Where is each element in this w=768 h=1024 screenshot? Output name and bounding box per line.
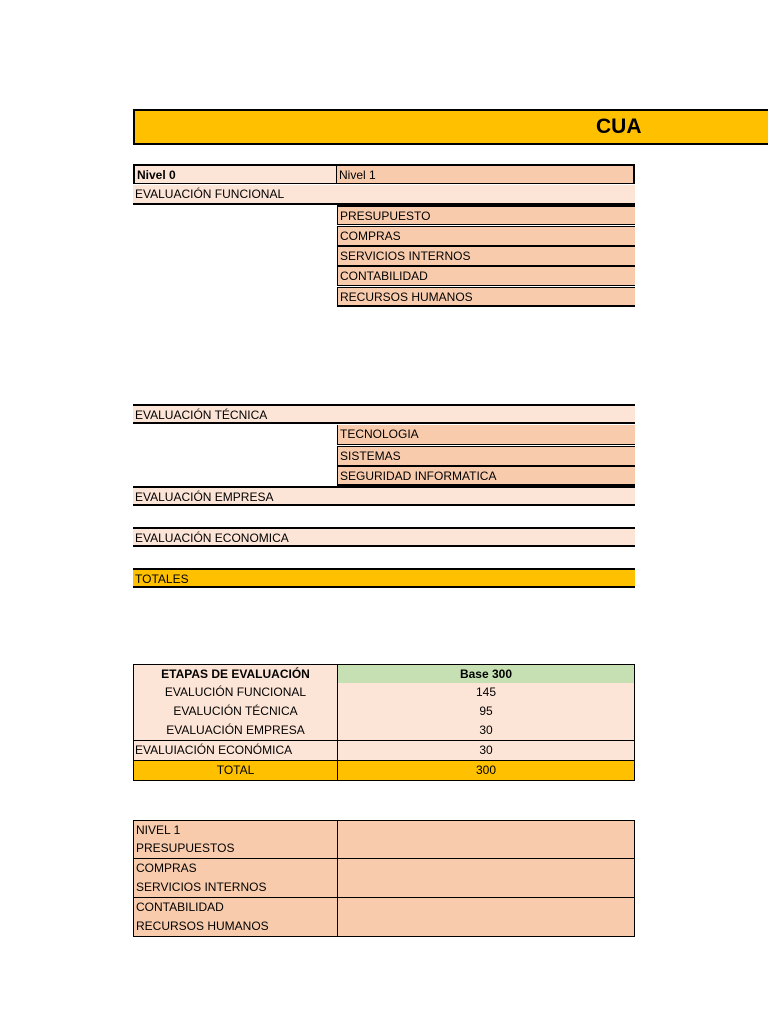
- nivel1-row[interactable]: COMPRAS: [133, 859, 338, 879]
- funcional-item[interactable]: SERVICIOS INTERNOS: [337, 246, 635, 266]
- row-evaluacion-economica[interactable]: EVALUACIÓN ECONOMICA: [133, 527, 635, 547]
- etapas-row-value[interactable]: 95: [337, 702, 635, 722]
- tecnica-item[interactable]: SEGURIDAD INFORMATICA: [337, 466, 635, 486]
- nivel1-row[interactable]: RECURSOS HUMANOS: [133, 917, 338, 937]
- row-totales[interactable]: TOTALES: [133, 568, 635, 588]
- etapas-row-value[interactable]: 145: [337, 683, 635, 703]
- nivel1-row[interactable]: PRESUPUESTOS: [133, 839, 338, 859]
- etapas-row-value[interactable]: 30: [337, 721, 635, 741]
- funcional-item[interactable]: COMPRAS: [337, 226, 635, 246]
- etapas-header-base[interactable]: Base 300: [337, 664, 635, 684]
- nivel1-value-cell[interactable]: [337, 917, 635, 937]
- nivel1-value-cell[interactable]: [337, 878, 635, 898]
- funcional-item[interactable]: CONTABILIDAD: [337, 266, 635, 286]
- row-evaluacion-funcional[interactable]: EVALUACIÓN FUNCIONAL: [133, 185, 635, 205]
- nivel1-row[interactable]: CONTABILIDAD: [133, 898, 338, 918]
- nivel1-value-cell[interactable]: [337, 839, 635, 859]
- title-bar: [133, 109, 768, 145]
- etapas-row-label[interactable]: EVALUCIÓN TÉCNICA: [133, 702, 338, 722]
- funcional-item[interactable]: PRESUPUESTO: [337, 205, 635, 225]
- nivel1-value-cell[interactable]: [337, 820, 635, 840]
- nivel1-value-cell[interactable]: [337, 898, 635, 918]
- nivel1-value-cell[interactable]: [337, 859, 635, 879]
- etapas-total-label[interactable]: TOTAL: [133, 761, 338, 781]
- header-nivel0[interactable]: Nivel 0: [133, 164, 337, 184]
- sheet-title: CUA: [596, 115, 642, 138]
- etapas-row-label[interactable]: EVALUACIÓN EMPRESA: [133, 721, 338, 741]
- etapas-header-label[interactable]: ETAPAS DE EVALUACIÓN: [133, 664, 338, 684]
- etapas-row-value[interactable]: 30: [337, 741, 635, 761]
- etapas-total-value[interactable]: 300: [337, 761, 635, 781]
- etapas-row-label[interactable]: EVALUCIÓN FUNCIONAL: [133, 683, 338, 703]
- row-evaluacion-tecnica[interactable]: EVALUACIÓN TÉCNICA: [133, 404, 635, 424]
- nivel1-row[interactable]: NIVEL 1: [133, 820, 338, 840]
- tecnica-item[interactable]: SISTEMAS: [337, 446, 635, 466]
- funcional-item[interactable]: RECURSOS HUMANOS: [337, 287, 635, 307]
- etapas-row-label[interactable]: EVALUIACIÓN ECONÓMICA: [133, 741, 338, 761]
- tecnica-item[interactable]: TECNOLOGIA: [337, 425, 635, 445]
- nivel1-row[interactable]: SERVICIOS INTERNOS: [133, 878, 338, 898]
- row-evaluacion-empresa[interactable]: EVALUACIÓN EMPRESA: [133, 486, 635, 506]
- header-nivel1[interactable]: Nivel 1: [337, 164, 635, 184]
